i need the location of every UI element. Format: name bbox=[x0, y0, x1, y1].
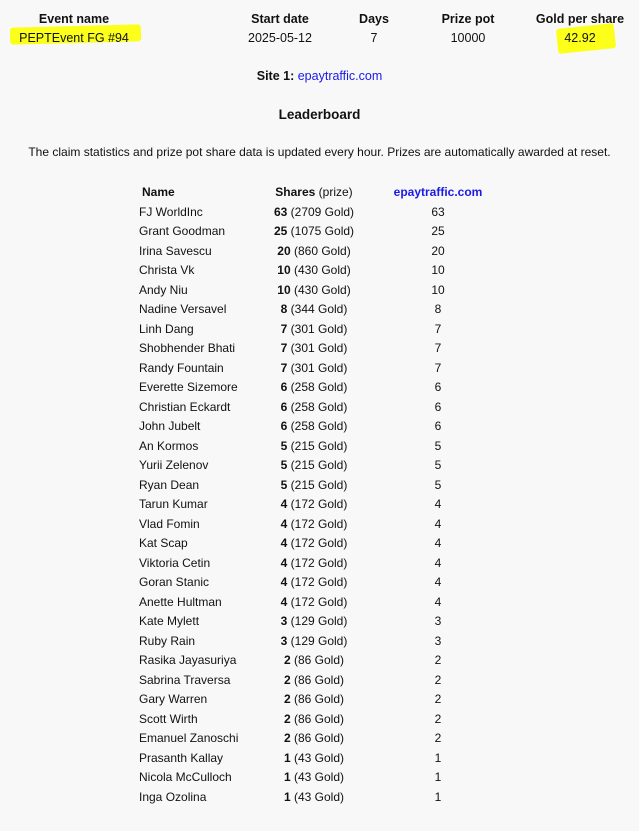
table-row bbox=[136, 222, 489, 242]
row-site-shares: 20 bbox=[431, 243, 445, 258]
row-name: Sabrina Traversa bbox=[139, 672, 231, 687]
row-site-shares: 1 bbox=[434, 750, 442, 765]
row-prize: (86 Gold) bbox=[294, 692, 345, 707]
value-gold-per-share: 42.92 bbox=[564, 31, 596, 45]
row-shares-cell bbox=[247, 417, 381, 437]
row-prize: (430 Gold) bbox=[294, 282, 351, 297]
row-shares-cell bbox=[247, 475, 381, 495]
row-shares: 1 bbox=[283, 789, 291, 804]
value-event-name: PEPTEvent FG #94 bbox=[19, 31, 129, 45]
row-shares: 6 bbox=[280, 419, 288, 434]
row-prize: (172 Gold) bbox=[290, 516, 348, 531]
table-row bbox=[136, 378, 489, 398]
row-shares-cell bbox=[247, 709, 381, 729]
header-prize-pot: Prize pot bbox=[441, 12, 495, 26]
row-shares-cell bbox=[247, 573, 381, 593]
row-shares: 10 bbox=[277, 282, 291, 297]
row-prize: (301 Gold) bbox=[290, 341, 348, 356]
row-prize: (172 Gold) bbox=[290, 497, 348, 512]
row-shares-cell bbox=[247, 436, 381, 456]
table-row bbox=[136, 280, 489, 300]
table-row bbox=[136, 631, 489, 651]
row-shares-cell bbox=[247, 358, 381, 378]
row-name: Ryan Dean bbox=[139, 477, 200, 492]
row-name: Anette Hultman bbox=[139, 594, 222, 609]
row-prize: (43 Gold) bbox=[294, 750, 345, 765]
row-shares-cell bbox=[247, 456, 381, 476]
row-name: Inga Ozolina bbox=[139, 789, 207, 804]
row-site-shares: 4 bbox=[434, 594, 442, 609]
row-site-shares: 10 bbox=[431, 282, 445, 297]
row-shares: 3 bbox=[280, 614, 288, 629]
row-shares: 8 bbox=[280, 302, 288, 317]
table-row bbox=[136, 241, 489, 261]
row-site-shares: 7 bbox=[434, 341, 442, 356]
table-row bbox=[136, 729, 489, 749]
row-name: Kat Scap bbox=[139, 536, 188, 551]
row-name: Everette Sizemore bbox=[139, 380, 238, 395]
table-row bbox=[136, 553, 489, 573]
row-prize: (172 Gold) bbox=[290, 555, 348, 570]
row-site-shares: 4 bbox=[434, 516, 442, 531]
row-shares: 63 bbox=[273, 204, 288, 219]
row-shares: 1 bbox=[283, 750, 291, 765]
row-shares: 25 bbox=[273, 224, 288, 239]
row-shares-cell bbox=[247, 495, 381, 515]
row-shares: 1 bbox=[283, 770, 291, 785]
value-days: 7 bbox=[370, 31, 378, 45]
row-site-shares: 25 bbox=[431, 224, 445, 239]
table-row bbox=[136, 358, 489, 378]
row-shares: 4 bbox=[280, 516, 288, 531]
row-prize: (43 Gold) bbox=[294, 789, 345, 804]
row-name: Grant Goodman bbox=[139, 224, 226, 239]
row-shares-cell bbox=[247, 319, 381, 339]
row-shares-cell bbox=[247, 553, 381, 573]
row-prize: (129 Gold) bbox=[290, 614, 348, 629]
row-site-shares: 1 bbox=[434, 770, 442, 785]
row-name: Rasika Jayasuriya bbox=[139, 653, 237, 668]
row-shares: 6 bbox=[280, 399, 288, 414]
row-name: FJ WorldInc bbox=[139, 204, 203, 219]
row-prize: (2709 Gold) bbox=[290, 204, 355, 219]
row-site-shares: 2 bbox=[434, 711, 442, 726]
row-site-shares: 2 bbox=[434, 692, 442, 707]
row-site-shares: 10 bbox=[431, 263, 445, 278]
row-site-shares: 2 bbox=[434, 731, 442, 746]
row-prize: (129 Gold) bbox=[290, 633, 348, 648]
row-prize: (86 Gold) bbox=[294, 731, 345, 746]
row-prize: (860 Gold) bbox=[294, 243, 351, 258]
row-name: An Kormos bbox=[139, 438, 199, 453]
row-shares-cell bbox=[247, 651, 381, 671]
row-name: Nicola McCulloch bbox=[139, 770, 232, 785]
row-site-shares: 8 bbox=[434, 302, 442, 317]
table-row bbox=[136, 475, 489, 495]
leaderboard-table bbox=[136, 182, 489, 807]
row-name: Scott Wirth bbox=[139, 711, 198, 726]
row-name: Linh Dang bbox=[139, 321, 194, 336]
row-prize: (258 Gold) bbox=[290, 399, 348, 414]
row-shares: 2 bbox=[283, 692, 291, 707]
row-name: Goran Stanic bbox=[139, 575, 210, 590]
row-site-shares: 7 bbox=[434, 321, 442, 336]
row-shares-cell bbox=[247, 222, 381, 242]
row-prize: (86 Gold) bbox=[294, 672, 345, 687]
row-shares: 7 bbox=[280, 360, 288, 375]
row-shares-cell bbox=[247, 300, 381, 320]
row-site-shares: 6 bbox=[434, 380, 442, 395]
row-shares-cell bbox=[247, 787, 381, 807]
row-shares-cell bbox=[247, 202, 381, 222]
row-shares: 2 bbox=[283, 672, 291, 687]
row-shares: 2 bbox=[283, 731, 291, 746]
row-name: Christa Vk bbox=[139, 263, 195, 278]
row-prize: (172 Gold) bbox=[290, 594, 348, 609]
row-name: Andy Niu bbox=[139, 282, 188, 297]
column-header-shares-label: Shares bbox=[275, 185, 316, 199]
row-name: Vlad Fomin bbox=[139, 516, 200, 531]
row-prize: (344 Gold) bbox=[290, 302, 348, 317]
row-shares: 4 bbox=[280, 555, 288, 570]
table-row bbox=[136, 573, 489, 593]
row-shares-cell bbox=[247, 280, 381, 300]
row-site-shares: 1 bbox=[434, 789, 442, 804]
site-label: Site 1: bbox=[256, 69, 295, 83]
row-shares-cell bbox=[247, 261, 381, 281]
row-shares: 4 bbox=[280, 536, 288, 551]
row-name: Christian Eckardt bbox=[139, 399, 231, 414]
row-name: John Jubelt bbox=[139, 419, 201, 434]
value-prize-pot: 10000 bbox=[450, 31, 486, 45]
row-name: Ruby Rain bbox=[139, 633, 196, 648]
leaderboard-description: The claim statistics and prize pot share data is updated every hour. Prizes are automatically awarded at reset. bbox=[28, 145, 611, 159]
table-row bbox=[136, 514, 489, 534]
row-prize: (258 Gold) bbox=[290, 419, 348, 434]
table-row bbox=[136, 300, 489, 320]
row-name: Yurii Zelenov bbox=[139, 458, 209, 473]
row-shares: 5 bbox=[280, 458, 288, 473]
row-prize: (215 Gold) bbox=[290, 438, 348, 453]
header-days: Days bbox=[359, 12, 389, 26]
table-row bbox=[136, 534, 489, 554]
column-header-shares-suffix: (prize) bbox=[318, 185, 353, 199]
row-shares-cell bbox=[247, 534, 381, 554]
header-event-name: Event name bbox=[38, 12, 110, 26]
table-row bbox=[136, 436, 489, 456]
row-shares-cell bbox=[247, 690, 381, 710]
row-shares: 4 bbox=[280, 575, 288, 590]
row-name: Prasanth Kallay bbox=[139, 750, 224, 765]
table-row bbox=[136, 456, 489, 476]
table-row bbox=[136, 690, 489, 710]
row-name: Irina Savescu bbox=[139, 243, 212, 258]
table-row bbox=[136, 261, 489, 281]
row-shares-cell bbox=[247, 397, 381, 417]
leaderboard-body bbox=[136, 202, 489, 807]
row-shares: 4 bbox=[280, 497, 288, 512]
row-site-shares: 7 bbox=[434, 360, 442, 375]
row-shares: 6 bbox=[280, 380, 288, 395]
row-shares-cell bbox=[247, 339, 381, 359]
row-site-shares: 5 bbox=[434, 458, 442, 473]
row-shares-cell bbox=[247, 378, 381, 398]
row-shares-cell bbox=[247, 729, 381, 749]
header-gold-per-share: Gold per share bbox=[535, 12, 625, 26]
row-name: Viktoria Cetin bbox=[139, 555, 211, 570]
table-row bbox=[136, 709, 489, 729]
table-row bbox=[136, 768, 489, 788]
site-link[interactable]: epaytraffic.com bbox=[297, 69, 383, 83]
row-site-shares: 4 bbox=[434, 555, 442, 570]
row-shares-cell bbox=[247, 768, 381, 788]
row-shares: 2 bbox=[283, 711, 291, 726]
column-header-site[interactable]: epaytraffic.com bbox=[393, 185, 483, 199]
row-site-shares: 6 bbox=[434, 399, 442, 414]
row-name: Gary Warren bbox=[139, 692, 208, 707]
row-name: Randy Fountain bbox=[139, 360, 224, 375]
row-prize: (172 Gold) bbox=[290, 536, 348, 551]
row-prize: (215 Gold) bbox=[290, 477, 348, 492]
row-site-shares: 3 bbox=[434, 614, 442, 629]
row-shares: 7 bbox=[280, 321, 288, 336]
row-shares: 5 bbox=[280, 438, 288, 453]
table-row bbox=[136, 397, 489, 417]
row-site-shares: 4 bbox=[434, 497, 442, 512]
row-shares: 20 bbox=[277, 243, 291, 258]
row-site-shares: 2 bbox=[434, 653, 442, 668]
column-header-name: Name bbox=[142, 185, 175, 199]
row-shares: 4 bbox=[280, 594, 288, 609]
table-row bbox=[136, 202, 489, 222]
row-site-shares: 4 bbox=[434, 536, 442, 551]
row-shares: 10 bbox=[277, 263, 291, 278]
row-shares-cell bbox=[247, 748, 381, 768]
row-shares: 3 bbox=[280, 633, 288, 648]
row-prize: (301 Gold) bbox=[290, 321, 348, 336]
row-prize: (1075 Gold) bbox=[290, 224, 355, 239]
table-row bbox=[136, 787, 489, 807]
table-row bbox=[136, 612, 489, 632]
value-start-date: 2025-05-12 bbox=[248, 31, 312, 45]
row-shares-cell bbox=[247, 670, 381, 690]
row-shares: 2 bbox=[283, 653, 291, 668]
table-row bbox=[136, 592, 489, 612]
table-row bbox=[136, 417, 489, 437]
row-shares-cell bbox=[247, 631, 381, 651]
table-row bbox=[136, 339, 489, 359]
leaderboard-title: Leaderboard bbox=[278, 107, 361, 122]
row-prize: (172 Gold) bbox=[290, 575, 348, 590]
row-name: Nadine Versavel bbox=[139, 302, 227, 317]
row-shares-cell bbox=[247, 241, 381, 261]
row-site-shares: 63 bbox=[431, 204, 445, 219]
row-site-shares: 4 bbox=[434, 575, 442, 590]
row-prize: (86 Gold) bbox=[294, 653, 345, 668]
row-prize: (43 Gold) bbox=[294, 770, 345, 785]
row-name: Tarun Kumar bbox=[139, 497, 208, 512]
row-name: Emanuel Zanoschi bbox=[139, 731, 239, 746]
header-start-date: Start date bbox=[251, 12, 309, 26]
row-site-shares: 5 bbox=[434, 477, 442, 492]
row-shares: 7 bbox=[280, 341, 288, 356]
row-prize: (215 Gold) bbox=[290, 458, 348, 473]
row-prize: (258 Gold) bbox=[290, 380, 348, 395]
row-name: Kate Mylett bbox=[139, 614, 200, 629]
table-row bbox=[136, 670, 489, 690]
row-site-shares: 5 bbox=[434, 438, 442, 453]
table-row bbox=[136, 495, 489, 515]
row-name: Shobhender Bhati bbox=[139, 341, 236, 356]
table-row bbox=[136, 748, 489, 768]
table-row bbox=[136, 651, 489, 671]
table-row bbox=[136, 319, 489, 339]
column-header-shares bbox=[247, 182, 381, 202]
row-shares-cell bbox=[247, 514, 381, 534]
row-prize: (301 Gold) bbox=[290, 360, 348, 375]
site-line bbox=[0, 69, 639, 83]
row-shares: 5 bbox=[280, 477, 288, 492]
row-site-shares: 3 bbox=[434, 633, 442, 648]
row-prize: (430 Gold) bbox=[294, 263, 351, 278]
row-site-shares: 6 bbox=[434, 419, 442, 434]
row-shares-cell bbox=[247, 612, 381, 632]
row-prize: (86 Gold) bbox=[294, 711, 345, 726]
row-shares-cell bbox=[247, 592, 381, 612]
row-site-shares: 2 bbox=[434, 672, 442, 687]
leaderboard-header-row bbox=[136, 182, 489, 202]
